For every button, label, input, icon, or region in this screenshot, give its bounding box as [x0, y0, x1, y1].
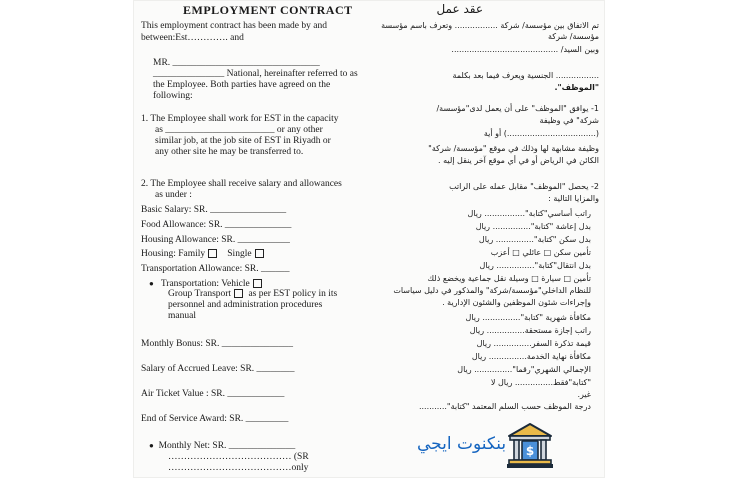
bullet-icon: ● — [149, 279, 154, 288]
end-of-service-line: End of Service Award: SR. _________ — [141, 414, 289, 424]
en-line: personnel and administration procedures — [168, 300, 323, 310]
ar-line: بدل إعاشة "كتابة"............... ريال — [475, 222, 591, 231]
group-transport-checkbox[interactable] — [234, 289, 243, 298]
ar-line: راتب أساسي"كتابة"................ ريال — [467, 209, 591, 218]
ar-line: شركة" في وظيفة — [539, 116, 599, 125]
ar-line: درجة الموظف حسب السلم المعتمد "كتابة"........... — [418, 402, 591, 411]
housing-type-line — [141, 249, 267, 260]
en-line: any other site he may be transferred to. — [155, 147, 304, 157]
en-line: as under : — [155, 190, 192, 200]
contract-title-ar: عقد عمل — [436, 2, 483, 16]
en-line: as _______________________ or any other — [155, 125, 323, 135]
en-line: ………………………………… (SR — [168, 452, 309, 462]
en-line: MR. _______________________________ — [153, 58, 320, 68]
monthly-bonus-line: Monthly Bonus: SR. _______________ — [141, 339, 294, 349]
monthly-net-label: Monthly Net: SR. ______________ — [158, 441, 296, 451]
en-line: between:Est…………. and — [141, 33, 244, 43]
single-checkbox[interactable] — [255, 249, 264, 258]
group-transport-label: Group Transport — [168, 289, 232, 299]
ar-line: مكافأة نهاية الخدمة............... ريال — [471, 352, 591, 361]
ar-line: غير. — [577, 390, 591, 399]
ar-line: للنظام الداخلي"مؤسسة/شركة" والمذكور في دليل سياسات — [393, 286, 591, 295]
bullet-icon: ● — [149, 441, 154, 450]
ar-line: 1- يوافق "الموظف" على أن يعمل لدى"مؤسسة/ — [436, 104, 599, 113]
basic-salary-line: Basic Salary: SR. ________________ — [141, 205, 287, 215]
en-line: This employment contract has been made by and — [141, 21, 327, 31]
food-allowance-line: Food Allowance: SR. ______________ — [141, 220, 292, 230]
brand-name: بنكنوت ايجي — [417, 434, 507, 454]
accrued-leave-line: Salary of Accrued Leave: SR. ________ — [141, 364, 295, 374]
ar-line: مؤسسة/ شركة — [548, 32, 599, 41]
group-transport-line — [168, 289, 337, 300]
ar-line: بدل انتقال"كتابة"............... ريال — [479, 261, 591, 270]
en-line: _______________ National, hereinafter referred to as — [153, 69, 358, 79]
ar-line: تأمين □ سيارة □ وسيلة نقل جماعية ويخضع ذلك — [427, 274, 591, 283]
ar-line: تم الاتفاق بين مؤسسة/ شركة ................. وتعرف باسم مؤسسة — [381, 21, 599, 30]
ar-line: بدل سكن "كتابة"............... ريال — [478, 235, 591, 244]
en-line: following: — [153, 91, 193, 101]
housing-allowance-line: Housing Allowance: SR. ___________ — [141, 235, 290, 245]
housing-family-label: Housing: Family — [141, 249, 206, 259]
ar-line: قيمة تذكرة السفر............... ريال — [476, 339, 591, 348]
transport-allowance-line: Transportation Allowance: SR. ______ — [141, 264, 290, 274]
vehicle-label: Transportation: Vehicle — [160, 279, 250, 289]
ar-line: 2- يحصل "الموظف" مقابل عمله على الراتب — [449, 182, 599, 191]
family-checkbox[interactable] — [208, 249, 217, 258]
ar-line: وظيفة مشابهة لها وذلك في موقع "مؤسسة/ شركة" — [428, 144, 599, 153]
en-line: similar job, at the job site of EST in Riyadh or — [155, 136, 331, 146]
en-line: the Employee. Both parties have agreed on the — [153, 80, 331, 90]
ar-line: والمزايا التالية : — [548, 194, 599, 203]
ar-line: راتب إجازة مستحقة............... ريال — [469, 326, 591, 335]
en-line: manual — [168, 311, 196, 321]
ar-line: تأمين سكن □ عائلي □ أعزب — [490, 248, 591, 257]
vehicle-checkbox[interactable] — [253, 279, 262, 288]
contract-page — [133, 0, 605, 478]
air-ticket-line: Air Ticket Value : SR. ____________ — [141, 389, 285, 399]
contract-title-en: EMPLOYMENT CONTRACT — [183, 3, 353, 17]
ar-line: "الموظف". — [554, 83, 599, 92]
brand-watermark — [417, 420, 567, 472]
en-line: …………………………………only — [168, 463, 309, 473]
monthly-net-line — [149, 440, 295, 452]
en-line: 1. The Employee shall work for EST in the capacity — [141, 114, 339, 124]
ar-line: الإجمالي الشهري"رقما"............... ريال — [457, 365, 591, 374]
ar-line: الكائن في الرياض أو في أي موقع آخر ينقل إليه . — [438, 156, 599, 165]
ar-line: (...................................) أو أية — [483, 129, 599, 138]
ar-line: "كتابة"فقط............... ريال لا — [490, 378, 591, 387]
ar-line: ................. الجنسية ويعرف فيما بعد بكلمة — [452, 71, 599, 80]
bank-building-icon — [505, 420, 555, 470]
ar-line: وبين السيد/ .......................................... — [451, 45, 599, 54]
housing-single-label: Single — [227, 249, 252, 259]
ar-line: مكافأة شهرية "كتابة"............... ريال — [465, 313, 591, 322]
ar-line: وإجراءات شئون الموظفين والشئون الإدارية . — [442, 298, 591, 307]
svg-text:$: $ — [525, 444, 535, 458]
en-line: 2. The Employee shall receive salary and allowances — [141, 179, 342, 189]
policy-text: as per EST policy in its — [248, 289, 338, 299]
